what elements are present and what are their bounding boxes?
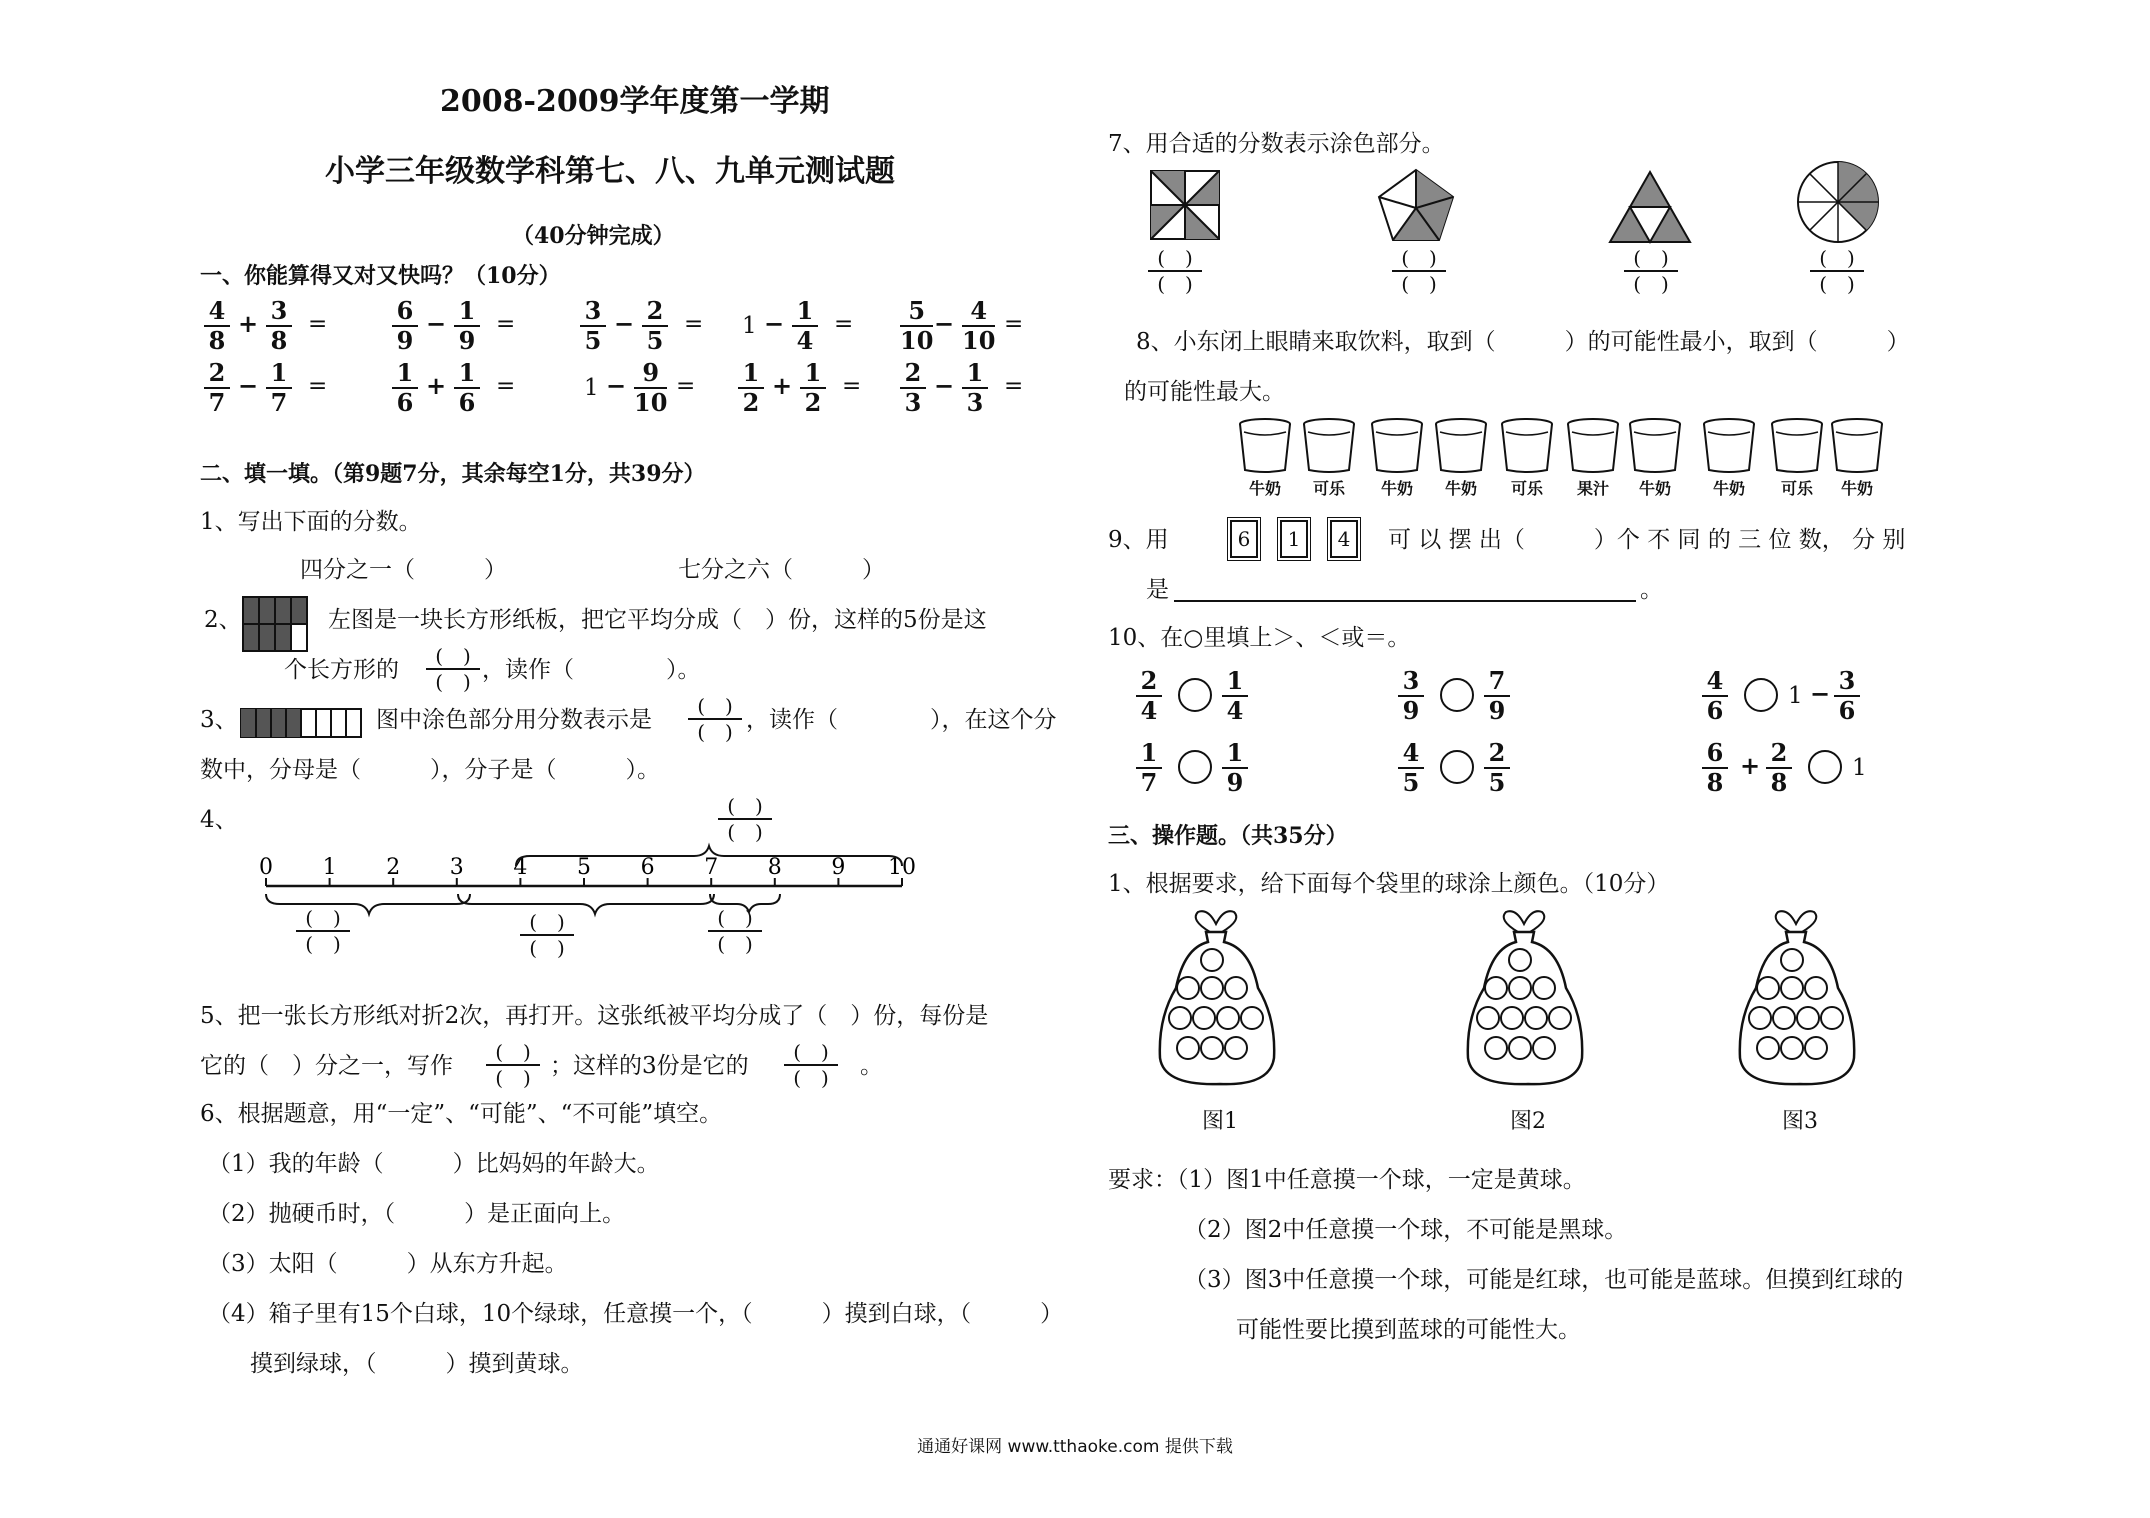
calc-operator: − [606, 371, 627, 400]
compare-right-fraction: 1 9 [1222, 740, 1248, 796]
calc-equals-sign: = [308, 311, 328, 337]
cup-icon [1370, 418, 1424, 474]
q3-text-line2[interactable]: 数中，分母是（ ），分子是（ ）。 [200, 757, 660, 783]
ball [1509, 949, 1531, 971]
calc-equals-sign: = [1004, 373, 1024, 399]
q7-circle-figure [1796, 160, 1880, 244]
cup-label: 可乐 [1312, 479, 1345, 498]
q7-answer-4[interactable]: ( ) ( ) [1810, 246, 1864, 296]
q2-number: 2、 [204, 607, 242, 633]
q6-item-3[interactable]: （3）太阳（ ）从东方升起。 [208, 1251, 568, 1277]
compare-circle-blank[interactable] [1744, 678, 1778, 712]
q2-read-blank[interactable]: ，读作（ ）。 [482, 657, 701, 683]
requirement-1: 要求：（1）图1中任意摸一个球，一定是黄球。 [1108, 1167, 1586, 1193]
bag-drawing [1150, 908, 1290, 1098]
q7-answer-2[interactable]: ( ) ( ) [1392, 246, 1446, 296]
requirement-2: （2）图2中任意摸一个球，不可能是黑球。 [1184, 1217, 1628, 1243]
q5-text-line2b: ；这样的3份是它的 [550, 1053, 749, 1079]
q7-pentagon-figure [1376, 168, 1456, 244]
calc-operator: − [614, 309, 635, 338]
calc-equals-sign: = [496, 311, 516, 337]
cup-icon [1238, 418, 1292, 474]
q3-number: 3、 [200, 707, 238, 733]
calc-equals-sign: = [684, 311, 704, 337]
requirement-3-line2: 可能性要比摸到蓝球的可能性大。 [1236, 1317, 1581, 1343]
q3-text: 图中涂色部分用分数表示是 [376, 707, 652, 733]
ball [1501, 1007, 1523, 1029]
calc-fraction-left: 2 7 [204, 360, 230, 416]
compare-operator: + [1740, 751, 1761, 780]
cup-label: 果汁 [1576, 479, 1609, 498]
calc-fraction-right: 1 6 [454, 360, 480, 416]
calc-fraction-left: 1 2 [738, 360, 764, 416]
q2-text: 左图是一块长方形纸板，把它平均分成（ ）份，这样的5份是这 [328, 607, 987, 633]
cup-item [1434, 418, 1488, 498]
compare-left-fraction: 6 8 [1702, 740, 1728, 796]
ball-bag [1730, 908, 1870, 1138]
ball [1549, 1007, 1571, 1029]
ball [1525, 1007, 1547, 1029]
cup-icon [1302, 418, 1356, 474]
compare-right-fraction: 2 5 [1484, 740, 1510, 796]
cup-item [1238, 418, 1292, 498]
ball-bag [1150, 908, 1290, 1138]
ball [1201, 949, 1223, 971]
q5-text-line2[interactable]: 它的（ ）分之一，写作 [200, 1053, 453, 1079]
ball [1169, 1007, 1191, 1029]
cup-label: 牛奶 [1444, 479, 1477, 498]
calc-fraction-right: 3 8 [266, 298, 292, 354]
q9-answer-line[interactable] [1174, 600, 1636, 602]
calc-fraction-right: 4 10 [962, 296, 996, 355]
ball [1241, 1007, 1263, 1029]
compare-left-fraction: 4 6 [1702, 668, 1728, 724]
calc-fraction-left: 3 5 [580, 298, 606, 354]
calc-fraction-left: 5 10 [900, 296, 934, 355]
bag-caption: 图1 [1202, 1109, 1238, 1134]
ball [1773, 1007, 1795, 1029]
calc-operator: + [238, 309, 259, 338]
q4-number: 4、 [200, 807, 238, 833]
number-line-tick-label: 9 [831, 855, 846, 880]
section1-heading: 一、你能算得又对又快吗？（10分） [200, 263, 561, 289]
compare-right-fraction: 7 9 [1484, 668, 1510, 724]
calc-operator: − [238, 371, 259, 400]
calc-fraction-right: 1 7 [266, 360, 292, 416]
cup-label: 牛奶 [1638, 479, 1671, 498]
requirement-3: （3）图3中任意摸一个球，可能是红球，也可能是蓝球。但摸到红球的 [1184, 1267, 1904, 1293]
calc-fraction-left: 1 6 [392, 360, 418, 416]
q6-item-1[interactable]: （1）我的年龄（ ）比妈妈的年龄大。 [208, 1151, 660, 1177]
q2-grid-figure [242, 596, 312, 656]
left-column [200, 0, 1080, 1518]
calc-fraction-right: 2 5 [642, 298, 668, 354]
cup-item [1566, 418, 1620, 498]
ball [1201, 977, 1223, 999]
cup-item [1628, 418, 1682, 498]
digit-card: 4 [1330, 520, 1358, 558]
ball [1225, 977, 1247, 999]
ball [1485, 977, 1507, 999]
ball [1509, 1037, 1531, 1059]
number-line-tick-label: 8 [767, 855, 782, 880]
cup-item [1770, 418, 1824, 498]
calc-operator: − [426, 309, 447, 338]
number-line-tick-label: 6 [640, 855, 655, 880]
q6-item-4-line2[interactable]: 摸到绿球，（ ）摸到黄球。 [250, 1351, 584, 1377]
calc-equals-sign: = [1004, 311, 1024, 337]
compare-circle-blank[interactable] [1808, 750, 1842, 784]
cup-label: 可乐 [1510, 479, 1543, 498]
q8-text[interactable]: 8、小东闭上眼睛来取饮料，取到（ ）的可能性最小，取到（ ） [1136, 329, 1910, 355]
ball [1781, 949, 1803, 971]
cup-icon [1566, 418, 1620, 474]
calc-equals-sign: = [834, 311, 854, 337]
q3-read-blank[interactable]: ，读作（ ），在这个分 [746, 707, 1057, 733]
ball [1805, 1037, 1827, 1059]
cup-item [1500, 418, 1554, 498]
calc-fraction-right: 1 9 [454, 298, 480, 354]
section3-heading: 三、操作题。（共35分） [1108, 823, 1348, 849]
digit-card: 1 [1280, 520, 1308, 558]
ball [1193, 1007, 1215, 1029]
s3-q1-prompt: 1、根据要求，给下面每个袋里的球涂上颜色。（10分） [1108, 871, 1670, 897]
cup-item [1302, 418, 1356, 498]
q7-answer-1[interactable]: ( ) ( ) [1148, 246, 1202, 296]
calc-equals-sign: = [676, 373, 696, 399]
q4-fraction-top[interactable]: ( ) ( ) [718, 794, 772, 844]
q2-fraction-blank[interactable]: ( ) ( ) [426, 644, 480, 694]
calc-fraction-left: 4 8 [204, 298, 230, 354]
q5-text[interactable]: 5、把一张长方形纸对折2次，再打开。这张纸被平均分成了（ ）份，每份是 [200, 1003, 989, 1029]
compare-left-fraction: 4 5 [1398, 740, 1424, 796]
cup-label: 可乐 [1780, 479, 1813, 498]
q7-answer-3[interactable]: ( ) ( ) [1624, 246, 1678, 296]
exam-title: 小学三年级数学科第七、八、九单元测试题 [325, 154, 895, 189]
number-line-tick-label: 10 [888, 855, 916, 880]
cup-icon [1628, 418, 1682, 474]
q9-text-a: 9、用 [1108, 527, 1169, 553]
q4-fraction-3[interactable]: ( ) ( ) [708, 906, 762, 956]
q7-square-figure [1150, 170, 1222, 242]
q6-item-4[interactable]: （4）箱子里有15个白球，10个绿球，任意摸一个，（ ）摸到白球，（ ） [208, 1301, 1064, 1327]
bag-caption: 图2 [1510, 1109, 1546, 1134]
calc-equals-sign: = [496, 373, 516, 399]
calc-equals-sign: = [308, 373, 328, 399]
q5-period: 。 [860, 1053, 883, 1079]
q7-prompt: 7、用合适的分数表示涂色部分。 [1108, 131, 1445, 157]
q2-text-line2: 个长方形的 [284, 657, 399, 683]
ball [1749, 1007, 1771, 1029]
number-line-tick-label: 3 [449, 855, 464, 880]
calc-fraction-left: 2 3 [900, 360, 926, 416]
ball [1805, 977, 1827, 999]
calc-operator: − [934, 309, 955, 338]
digit-card: 6 [1230, 520, 1258, 558]
number-line-tick-label: 5 [577, 855, 591, 880]
compare-circle-blank[interactable] [1178, 678, 1212, 712]
compare-circle-blank[interactable] [1178, 750, 1212, 784]
calc-whole-number: 1 [584, 375, 599, 401]
q9-text-c: 是 [1146, 577, 1169, 603]
cup-icon [1830, 418, 1884, 474]
bag-drawing [1458, 908, 1598, 1098]
q6-prompt: 6、根据题意，用“一定”、“可能”、“不可能”填空。 [200, 1101, 723, 1127]
compare-left-fraction: 2 4 [1136, 668, 1162, 724]
q8-text-line2: 的可能性最大。 [1124, 379, 1285, 405]
calc-operator: + [772, 371, 793, 400]
section2-heading: 二、填一填。（第9题7分，其余每空1分，共39分） [200, 461, 706, 487]
number-line-tick-label: 2 [386, 855, 401, 880]
q5-fraction-blank-1[interactable]: ( ) ( ) [486, 1040, 540, 1090]
ball [1533, 1037, 1555, 1059]
compare-left-fraction: 3 9 [1398, 668, 1424, 724]
q9-text-b[interactable]: 可 以 摆 出（ ）个 不 同 的 三 位 数， 分 别 [1388, 527, 1906, 553]
cup-icon [1702, 418, 1756, 474]
ball [1485, 1037, 1507, 1059]
cup-icon [1770, 418, 1824, 474]
calc-fraction-right: 1 2 [800, 360, 826, 416]
bag-drawing [1730, 908, 1870, 1098]
ball [1225, 1037, 1247, 1059]
bag-caption: 图3 [1782, 1109, 1818, 1134]
ball [1177, 1037, 1199, 1059]
calc-fraction-right: 9 10 [634, 358, 668, 417]
ball [1509, 977, 1531, 999]
q9-period: 。 [1640, 577, 1663, 603]
q10-prompt: 10、在○里填上＞、＜或＝。 [1108, 625, 1411, 651]
q1-blank-b[interactable]: 七分之六（ ） [678, 557, 885, 583]
calc-operator: − [934, 371, 955, 400]
number-line-tick-label: 1 [322, 855, 337, 880]
cup-label: 牛奶 [1712, 479, 1745, 498]
compare-operator: − [1810, 679, 1831, 708]
ball [1821, 1007, 1843, 1029]
cup-icon [1500, 418, 1554, 474]
compare-circle-blank[interactable] [1440, 750, 1474, 784]
ball [1757, 1037, 1779, 1059]
q6-item-2[interactable]: （2）抛硬币时，（ ）是正面向上。 [208, 1201, 626, 1227]
ball [1781, 977, 1803, 999]
compare-right-fraction: 1 4 [1222, 668, 1248, 724]
calc-whole-number: 1 [742, 313, 757, 339]
footer-credit: 通通好课网 www.tthaoke.com 提供下载 [917, 1437, 1233, 1457]
calc-equals-sign: = [842, 373, 862, 399]
ball [1781, 1037, 1803, 1059]
compare-left-fraction-2: 2 8 [1766, 740, 1792, 796]
compare-right-fraction: 3 6 [1834, 668, 1860, 724]
q1-blank-a[interactable]: 四分之一（ ） [300, 557, 507, 583]
q4-fraction-2[interactable]: ( ) ( ) [520, 910, 574, 960]
q3-strip-figure [240, 708, 366, 740]
cup-item [1702, 418, 1756, 498]
calc-fraction-left: 6 9 [392, 298, 418, 354]
calc-operator: − [764, 309, 785, 338]
exam-year-title: 2008-2009学年度第一学期 [440, 84, 830, 119]
ball [1217, 1007, 1239, 1029]
cup-icon [1434, 418, 1488, 474]
calc-fraction-right: 1 3 [962, 360, 988, 416]
number-line-tick-label: 0 [259, 855, 273, 880]
ball [1533, 977, 1555, 999]
ball [1177, 977, 1199, 999]
calc-fraction-right: 1 4 [792, 298, 818, 354]
cup-item [1370, 418, 1424, 498]
cup-label: 牛奶 [1248, 479, 1281, 498]
q4-fraction-1[interactable]: ( ) ( ) [296, 906, 350, 956]
compare-whole-number: 1 [1852, 755, 1867, 781]
compare-whole-number: 1 [1788, 683, 1803, 709]
ball [1797, 1007, 1819, 1029]
ball [1477, 1007, 1499, 1029]
right-column [1108, 0, 1988, 1518]
exam-time-note: （40分钟完成） [512, 223, 675, 249]
calc-operator: + [426, 371, 447, 400]
ball [1201, 1037, 1223, 1059]
q1-prompt: 1、写出下面的分数。 [200, 509, 422, 535]
cup-label: 牛奶 [1380, 479, 1413, 498]
cup-item [1830, 418, 1884, 498]
cup-label: 牛奶 [1840, 479, 1873, 498]
number-line-tick-label: 7 [704, 855, 719, 880]
q3-fraction-blank[interactable]: ( ) ( ) [688, 694, 742, 744]
q5-fraction-blank-2[interactable]: ( ) ( ) [784, 1040, 838, 1090]
q7-triangle-figure [1608, 170, 1692, 244]
number-line-tick-label: 4 [513, 855, 528, 880]
ball-bag [1458, 908, 1598, 1138]
compare-left-fraction: 1 7 [1136, 740, 1162, 796]
ball [1757, 977, 1779, 999]
compare-circle-blank[interactable] [1440, 678, 1474, 712]
